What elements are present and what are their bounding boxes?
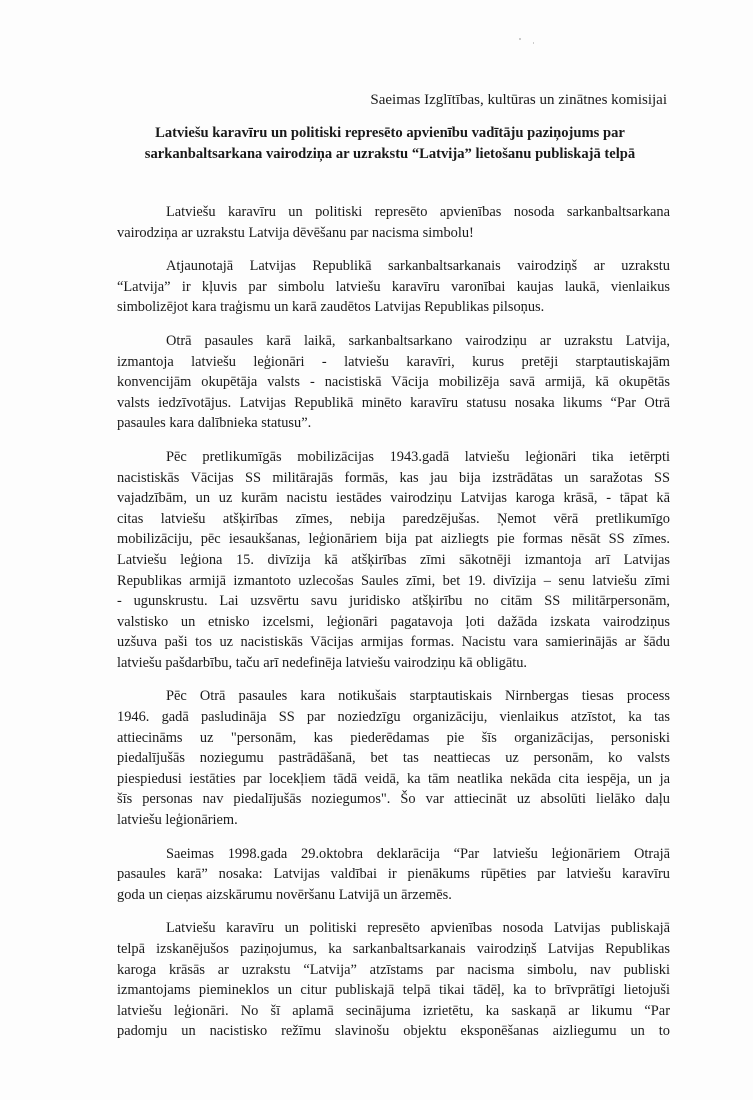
recipient-line: Saeimas Izglītības, kultūras un zinātnes komisijai [370, 92, 667, 108]
paragraph-line: 1946. gadā pasludināja SS par noziedzīgu organizāciju, vienlaikus atzīstot, ka tas [117, 709, 670, 726]
paragraph-line: piedalījušās noziegumu pastrādāšanā, bet tas neattiecas uz personām, ko valsts [117, 750, 670, 767]
scan-speck [519, 38, 521, 40]
paragraph-line: simbolizējot kara traģismu un karā zaudētos Latvijas Republikas pilsoņus. [117, 299, 545, 316]
paragraph-line: attiecināms uz "personām, kas piederēdamas pie šīs organizācijas, personiski [117, 729, 670, 746]
paragraph-line: uzšuva paši tos uz nacistiskās Vācijas armijas formas. Nacistu vara samierinājās ar šādu [117, 634, 670, 651]
paragraph-line: Pēc pretlikumīgās mobilizācijas 1943.gadā latviešu leģionāri tika ietērpti [166, 448, 670, 465]
paragraph-line: valstisko un etnisko izcelsmi, leģionāri pagatavoja ļoti dažāda izskata vairodziņus [117, 613, 670, 630]
paragraph-line: Pēc Otrā pasaules kara notikušais starptautiskais Nirnbergas tiesas process [166, 688, 670, 705]
paragraph-line: Atjaunotajā Latvijas Republikā sarkanbaltsarkanais vairodziņš ar uzrakstu [166, 258, 670, 275]
paragraph [117, 256, 670, 318]
document-body [117, 202, 670, 1055]
paragraph [117, 686, 670, 830]
paragraph-line: konvencijām okupētāja valsts - nacistiskā Vācija mobilizēja savā armijā, kā okupētās [117, 374, 670, 391]
paragraph-line: latviešu pašdarbību, taču arī nedefinēja latviešu vairodziņu kā obligātu. [117, 654, 527, 671]
paragraph-line: citas latviešu atšķirības zīmes, nebija paredzējušas. Ņemot vērā pretlikumīgo [117, 510, 670, 527]
paragraph-line: valsts iedzīvotājus. Latvijas Republikā minēto karavīru statusu nosaka likums “Par Otrā [117, 394, 670, 411]
paragraph-line: izmantojams piemineklos un citur publiskajā telpā tikai tādēļ, ka to brīvprātīgi lietojuši [117, 982, 670, 999]
paragraph [117, 844, 670, 906]
paragraph-line: Latviešu leģiona 15. divīzija kā atšķirības zīmi sākotnēji izmantoja arī Latvijas [117, 551, 670, 568]
paragraph-line: goda un cieņas aizskārumu novēršanu Latvijā un ārzemēs. [117, 886, 452, 903]
paragraph-line: pasaules kara dalībnieka statusu”. [117, 415, 312, 432]
paragraph-line: karoga krāsās ar uzrakstu “Latvija” atzīstams par nacisma simbolu, nav publiski [117, 961, 670, 978]
scan-speck [533, 42, 534, 44]
title-line: sarkanbaltsarkana vairodziņa ar uzrakstu “Latvija” lietošanu publiskajā telpā [144, 146, 636, 162]
paragraph-line: Saeimas 1998.gada 29.oktobra deklarācija “Par latviešu leģionāriem Otrajā [166, 845, 670, 862]
paragraph [117, 331, 670, 434]
paragraph-line: “Latvija” ir kļuvis par simbolu latviešu karavīru varonībai kaujas laukā, vienlaikus [117, 278, 670, 295]
title-line: Latviešu karavīru un politiski represēto apvienību vadītāju paziņojums par [155, 125, 625, 141]
paragraph-line: izmantoja latviešu leģionāri - latviešu karavīri, kurus pretēji starptautiskajām [117, 353, 670, 370]
paragraph-line: latviešu leģionāriem. [117, 812, 238, 829]
paragraph-line: telpā izskanējušos paziņojumus, ka sarkanbaltsarkanais vairodziņš Latvijas Republikas [117, 941, 670, 957]
paragraph-line: vairodziņa ar uzrakstu Latvija dēvēšanu par nacisma simbolu! [117, 224, 474, 241]
paragraph-line: Latviešu karavīru un politiski represēto apvienības nosoda Latvijas publiskajā [166, 920, 670, 937]
paragraph-line: vajadzībām, un uz kurām nacistu iestādes vairodziņu Latvijas karoga krāsā, - tāpat kā [117, 490, 670, 507]
paragraph-line: Otrā pasaules karā laikā, sarkanbaltsarkano vairodziņu ar uzrakstu Latvija, [166, 332, 670, 349]
paragraph-line: mobilizāciju, pēc iesaukšanas, leģionāriem bija pat aizliegts pie formas nēsāt SS zīmes. [117, 531, 670, 548]
paragraph [117, 202, 670, 243]
paragraph-line: padomju un nacistisko režīmu slavinošu objektu eksponēšanas aizliegumu un to [117, 1023, 670, 1040]
paragraph-line: Republikas armijā izmantoto uzlecošas Saules zīmi, bet 19. divīzija – senu latviešu zīmi [117, 572, 670, 589]
paragraph [117, 447, 670, 674]
document-title [100, 123, 680, 165]
paragraph-line: nacistiskās Vācijas SS militārajās formās, kas jau bija izstrādātas un saražotas SS [117, 469, 670, 486]
paragraph-line: šīs personas nav piedalījušās noziegumos". Šo var attiecināt uz absolūti lielāko daļu [117, 791, 670, 808]
paragraph-line: Latviešu karavīru un politiski represēto apvienības nosoda sarkanbaltsarkana [166, 204, 670, 220]
paragraph-line: piespiedusi iestāties par locekļiem tādā veidā, ka tām neatlika nekāda cita iespēja, un ja [117, 770, 670, 787]
paragraph-line: - ugunskrustu. Lai uzsvērtu savu juridisko atšķirību no citām SS militārpersonām, [117, 593, 670, 610]
paragraph-line: latviešu leģionāri. No šī aplamā secinājuma izrietētu, ka saskaņā ar likumu “Par [117, 1002, 670, 1019]
paragraph [117, 918, 670, 1042]
paragraph-line: pasaules karā” nosaka: Latvijas valdībai ir pienākums rūpēties par latviešu karavīru [117, 866, 670, 883]
